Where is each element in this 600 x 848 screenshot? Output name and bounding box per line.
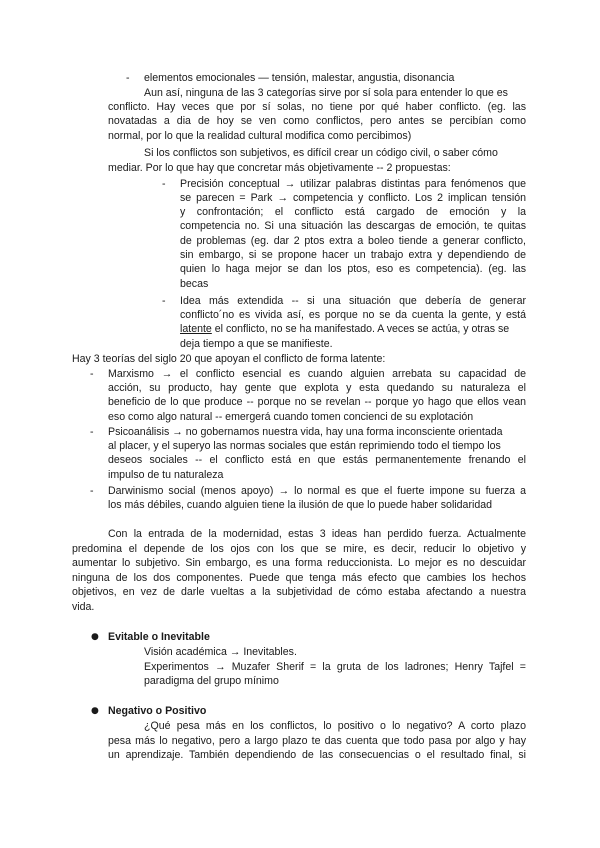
section-bullet: ● [91, 706, 99, 716]
paragraph-line: vida. [72, 601, 95, 613]
list-item-line [180, 322, 509, 336]
paragraph-line: Aun así, ninguna de las 3 categorías sirve por sí sola para entender lo que es [144, 87, 508, 99]
paragraph-line: conflicto. Hay veces que por sí solas, no tiene por qué haber conflicto. (eg. las [108, 101, 526, 113]
list-item-line: y confrontación; el conflicto está cargado de emoción y la [180, 206, 526, 218]
paragraph-line: mediar. Por lo que hay que concretar más objetivamente -- 2 propuestas: [108, 162, 451, 174]
section-heading: Negativo o Positivo [108, 705, 207, 717]
paragraph-line: Si los conflictos son subjetivos, es difícil crear un código civil, o saber cómo [144, 147, 498, 159]
paragraph-line: objetivos, en vez de darle vueltas a la subjetividad de cómo estaba afectando a nuestra [72, 586, 526, 598]
list-item-line: Darwinismo social (menos apoyo) → lo normal es que el fuerte impone su fuerza a [108, 485, 526, 497]
list-item-line: Precisión conceptual → utilizar palabras distintas para fenómenos que [180, 178, 526, 190]
list-bullet: - [90, 485, 94, 497]
paragraph-line: Visión académica → Inevitables. [144, 646, 297, 658]
list-item-line: acción, su producto, hay gente que explota y esta quedando su naturaleza el [108, 382, 526, 394]
list-bullet: - [162, 295, 166, 307]
list-item-line: Psicoanálisis → no gobernamos nuestra vida, hay una forma inconsciente orientada [108, 426, 503, 438]
list-item-line: Idea más extendida -- si una situación que debería de generar [180, 295, 526, 307]
list-item-line: los más débiles, cuando alguien tiene la ilusión de que lo puede haber solidaridad [108, 499, 492, 511]
list-item-line: se parecen = Park → competencia y conflicto. Los 2 implican tensión [180, 192, 526, 204]
list-item-line: eso como algo natural -- emergerá cuando tomen concienci de su explotación [108, 411, 474, 423]
list-item-line: Marxismo → el conflicto esencial es cuando alguien arrebata su capacidad de [108, 368, 526, 380]
paragraph-line: aumentar lo subjetivo. Sin embargo, es una forma reduccionista. Lo mejor es no descuidar [72, 557, 526, 569]
list-item-line: beneficio de lo que produce -- porque no se revelan -- porque yo hago que ellos vean [108, 396, 526, 408]
list-item-line: quien lo haga mejor se dan los ptos, eso es competencia). (eg. las [180, 263, 526, 275]
list-item-line: conflicto´no es vivida así, es porque no se da cuenta la gente, y está [180, 309, 526, 321]
list-item-line: becas [180, 278, 209, 290]
underlined-word: latente [180, 323, 212, 335]
section-heading: Evitable o Inevitable [108, 631, 210, 643]
paragraph-line: pesa más lo negativo, pero a largo plazo te das cuenta que todo pasa por algo y hay [108, 735, 526, 747]
list-item-line: impulso de tu naturaleza [108, 469, 224, 481]
section-bullet: ● [91, 632, 99, 642]
list-item-line-rest: el conflicto, no se ha manifestado. A veces se actúa, y otras se [211, 323, 510, 335]
list-item-line: sin embargo, si se propone hacer un trabajo extra y dependiendo de [180, 249, 526, 261]
list-bullet: - [162, 178, 166, 190]
paragraph-line: ¿Qué pesa más en los conflictos, lo positivo o lo negativo? A corto plazo [144, 720, 526, 732]
list-item-line: de problemas (eg. dar 2 ptos extra a boleo tiende a generar conflicto, [180, 235, 526, 247]
list-bullet: - [90, 368, 94, 380]
list-bullet: - [126, 72, 130, 84]
paragraph-line: Hay 3 teorías del siglo 20 que apoyan el conflicto de forma latente: [72, 353, 386, 365]
list-item-text: elementos emocionales — tensión, malestar, angustia, disonancia [144, 72, 455, 84]
paragraph-line: predomina el depende de los ojos con los que se mire, es decir, reducir lo objetivo y [72, 543, 526, 555]
paragraph-line: novatadas a dia de hoy se ven como conflictos, pero antes se percibían como [108, 115, 526, 127]
paragraph-line: Experimentos → Muzafer Sherif = la gruta de los ladrones; Henry Tajfel = [144, 661, 526, 673]
list-item-line: deja tiempo a que se manifieste. [180, 338, 333, 350]
list-bullet: - [90, 426, 94, 438]
list-item-line: al placer, y el superyo las normas sociales que están reprimiendo todo el tiempo los [108, 440, 501, 452]
paragraph-line: Con la entrada de la modernidad, estas 3 ideas han perdido fuerza. Actualmente [108, 528, 526, 540]
list-item-line: deseos sociales -- el conflicto está en que estás permanentemente frenando el [108, 454, 526, 466]
paragraph-line: ninguna de los dos componentes. Puede que tenga más efecto que cambies los hechos [72, 572, 526, 584]
paragraph-line: normal, por lo que la realidad cultural modifica como percibimos) [108, 130, 412, 142]
list-item-line: competencia no. Si una situación las descargas de emoción, te quitas [180, 220, 526, 232]
paragraph-line: un aprendizaje. También dependiendo de las consecuencias o el resultado final, si [108, 749, 526, 761]
paragraph-line: paradigma del grupo mínimo [144, 675, 279, 687]
